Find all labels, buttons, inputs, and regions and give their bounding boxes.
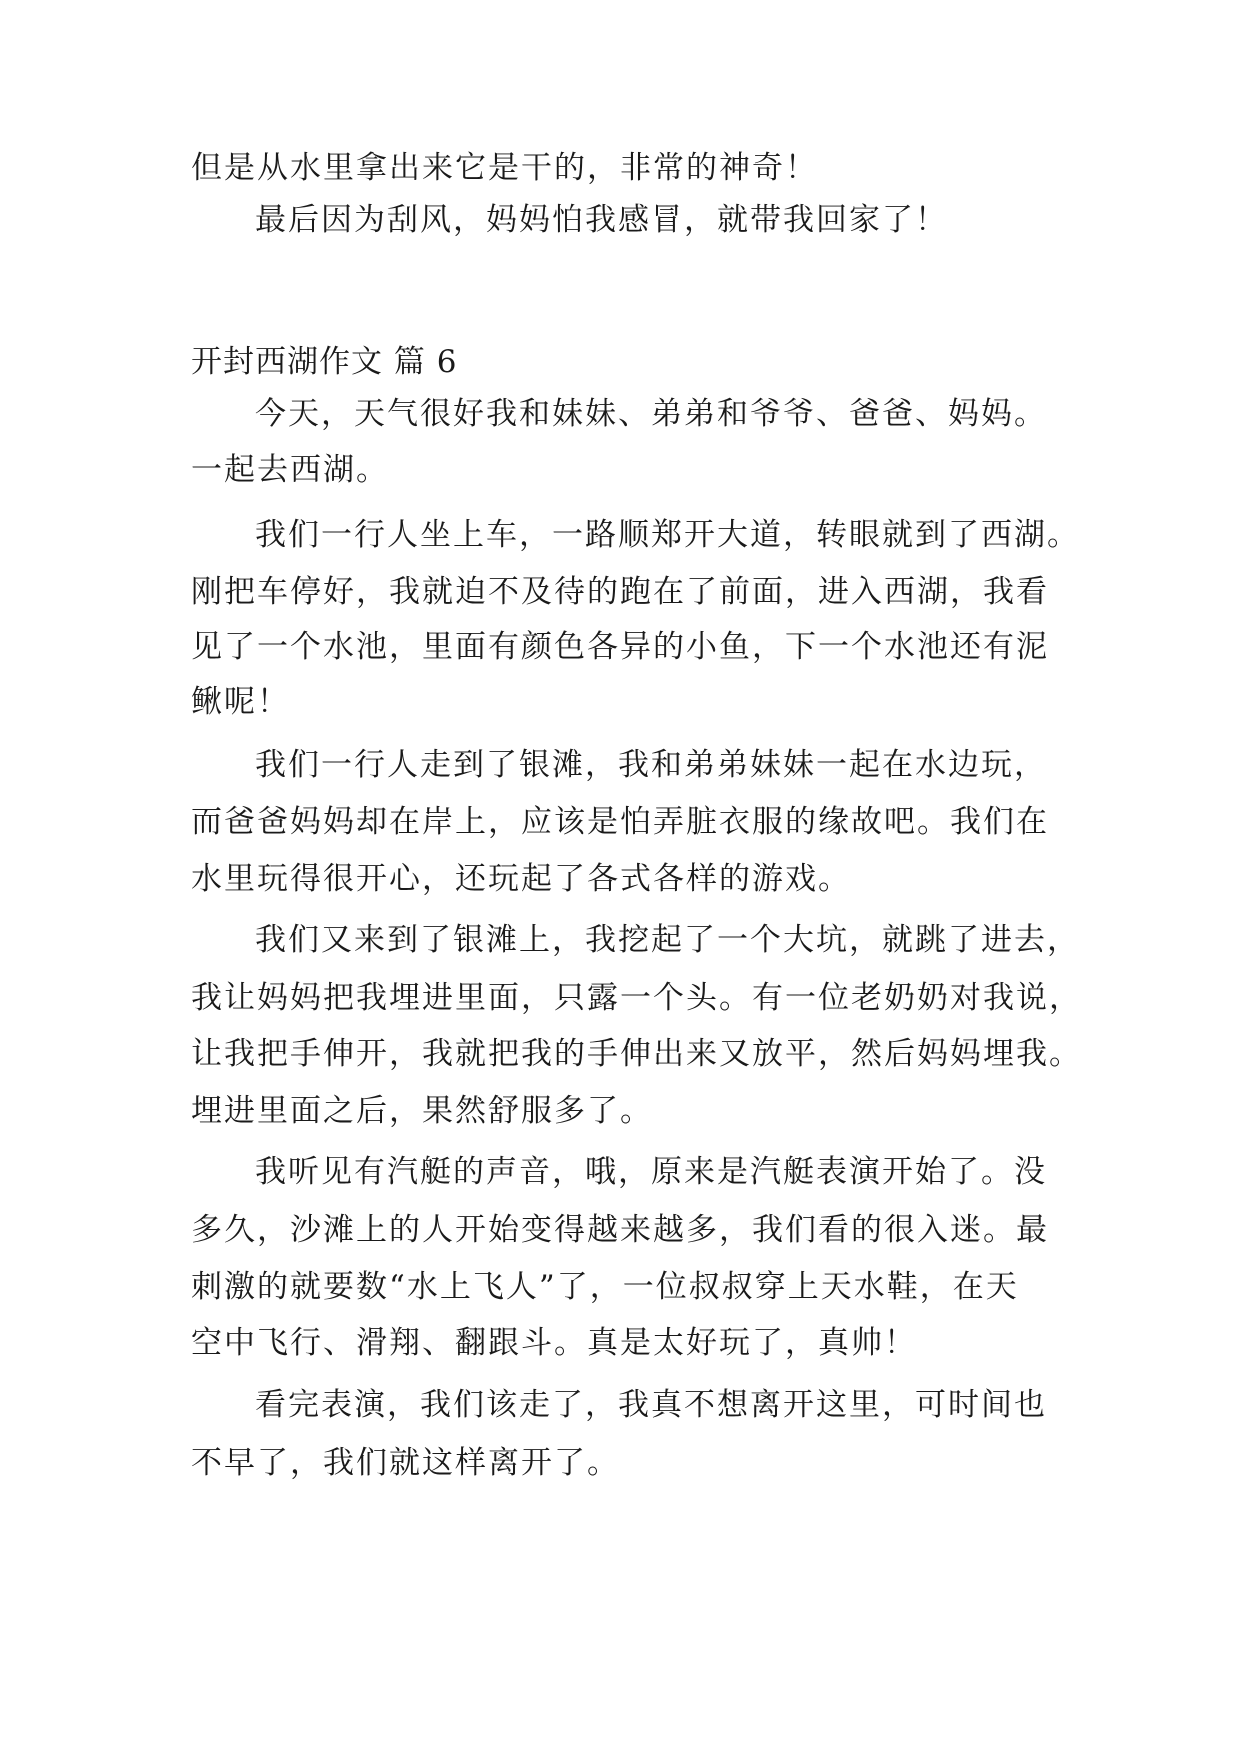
paragraph-line: 一起去西湖。 bbox=[191, 452, 389, 488]
paragraph-line: 刚把车停好，我就迫不及待的跑在了前面，进入西湖，我看 bbox=[191, 574, 1049, 610]
paragraph-line: 看完表演，我们该走了，我真不想离开这里，可时间也 bbox=[255, 1387, 1047, 1423]
paragraph-line: 但是从水里拿出来它是干的，非常的神奇！ bbox=[191, 150, 818, 186]
paragraph-line: 让我把手伸开，我就把我的手伸出来又放平，然后妈妈埋我。 bbox=[191, 1036, 1082, 1072]
paragraph-line: 我听见有汽艇的声音，哦，原来是汽艇表演开始了。没 bbox=[255, 1154, 1047, 1190]
paragraph-line: 不早了，我们就这样离开了。 bbox=[191, 1445, 620, 1481]
paragraph-line: 我们一行人坐上车，一路顺郑开大道，转眼就到了西湖。 bbox=[255, 517, 1080, 553]
paragraph-line: 今天，天气很好我和妹妹、弟弟和爷爷、爸爸、妈妈。 bbox=[255, 396, 1047, 432]
paragraph-line: 最后因为刮风，妈妈怕我感冒，就带我回家了！ bbox=[255, 202, 948, 238]
paragraph-line: 鳅呢！ bbox=[191, 684, 290, 720]
paragraph-line: 而爸爸妈妈却在岸上，应该是怕弄脏衣服的缘故吧。我们在 bbox=[191, 804, 1049, 840]
paragraph-line: 见了一个水池，里面有颜色各异的小鱼，下一个水池还有泥 bbox=[191, 629, 1049, 665]
paragraph-line: 水里玩得很开心，还玩起了各式各样的游戏。 bbox=[191, 861, 851, 897]
paragraph-line: 刺激的就要数“水上飞人”了，一位叔叔穿上天水鞋，在天 bbox=[191, 1269, 1019, 1305]
paragraph-line: 空中飞行、滑翔、翻跟斗。真是太好玩了，真帅！ bbox=[191, 1325, 917, 1361]
paragraph-line: 我们一行人走到了银滩，我和弟弟妹妹一起在水边玩， bbox=[255, 747, 1047, 783]
section-heading: 开封西湖作文 篇 6 bbox=[191, 344, 458, 380]
paragraph-line: 多久，沙滩上的人开始变得越来越多，我们看的很入迷。最 bbox=[191, 1212, 1049, 1248]
paragraph-line: 我们又来到了银滩上，我挖起了一个大坑，就跳了进去， bbox=[255, 922, 1080, 958]
paragraph-line: 我让妈妈把我埋进里面，只露一个头。有一位老奶奶对我说， bbox=[191, 980, 1082, 1016]
paragraph-line: 埋进里面之后，果然舒服多了。 bbox=[191, 1093, 653, 1129]
